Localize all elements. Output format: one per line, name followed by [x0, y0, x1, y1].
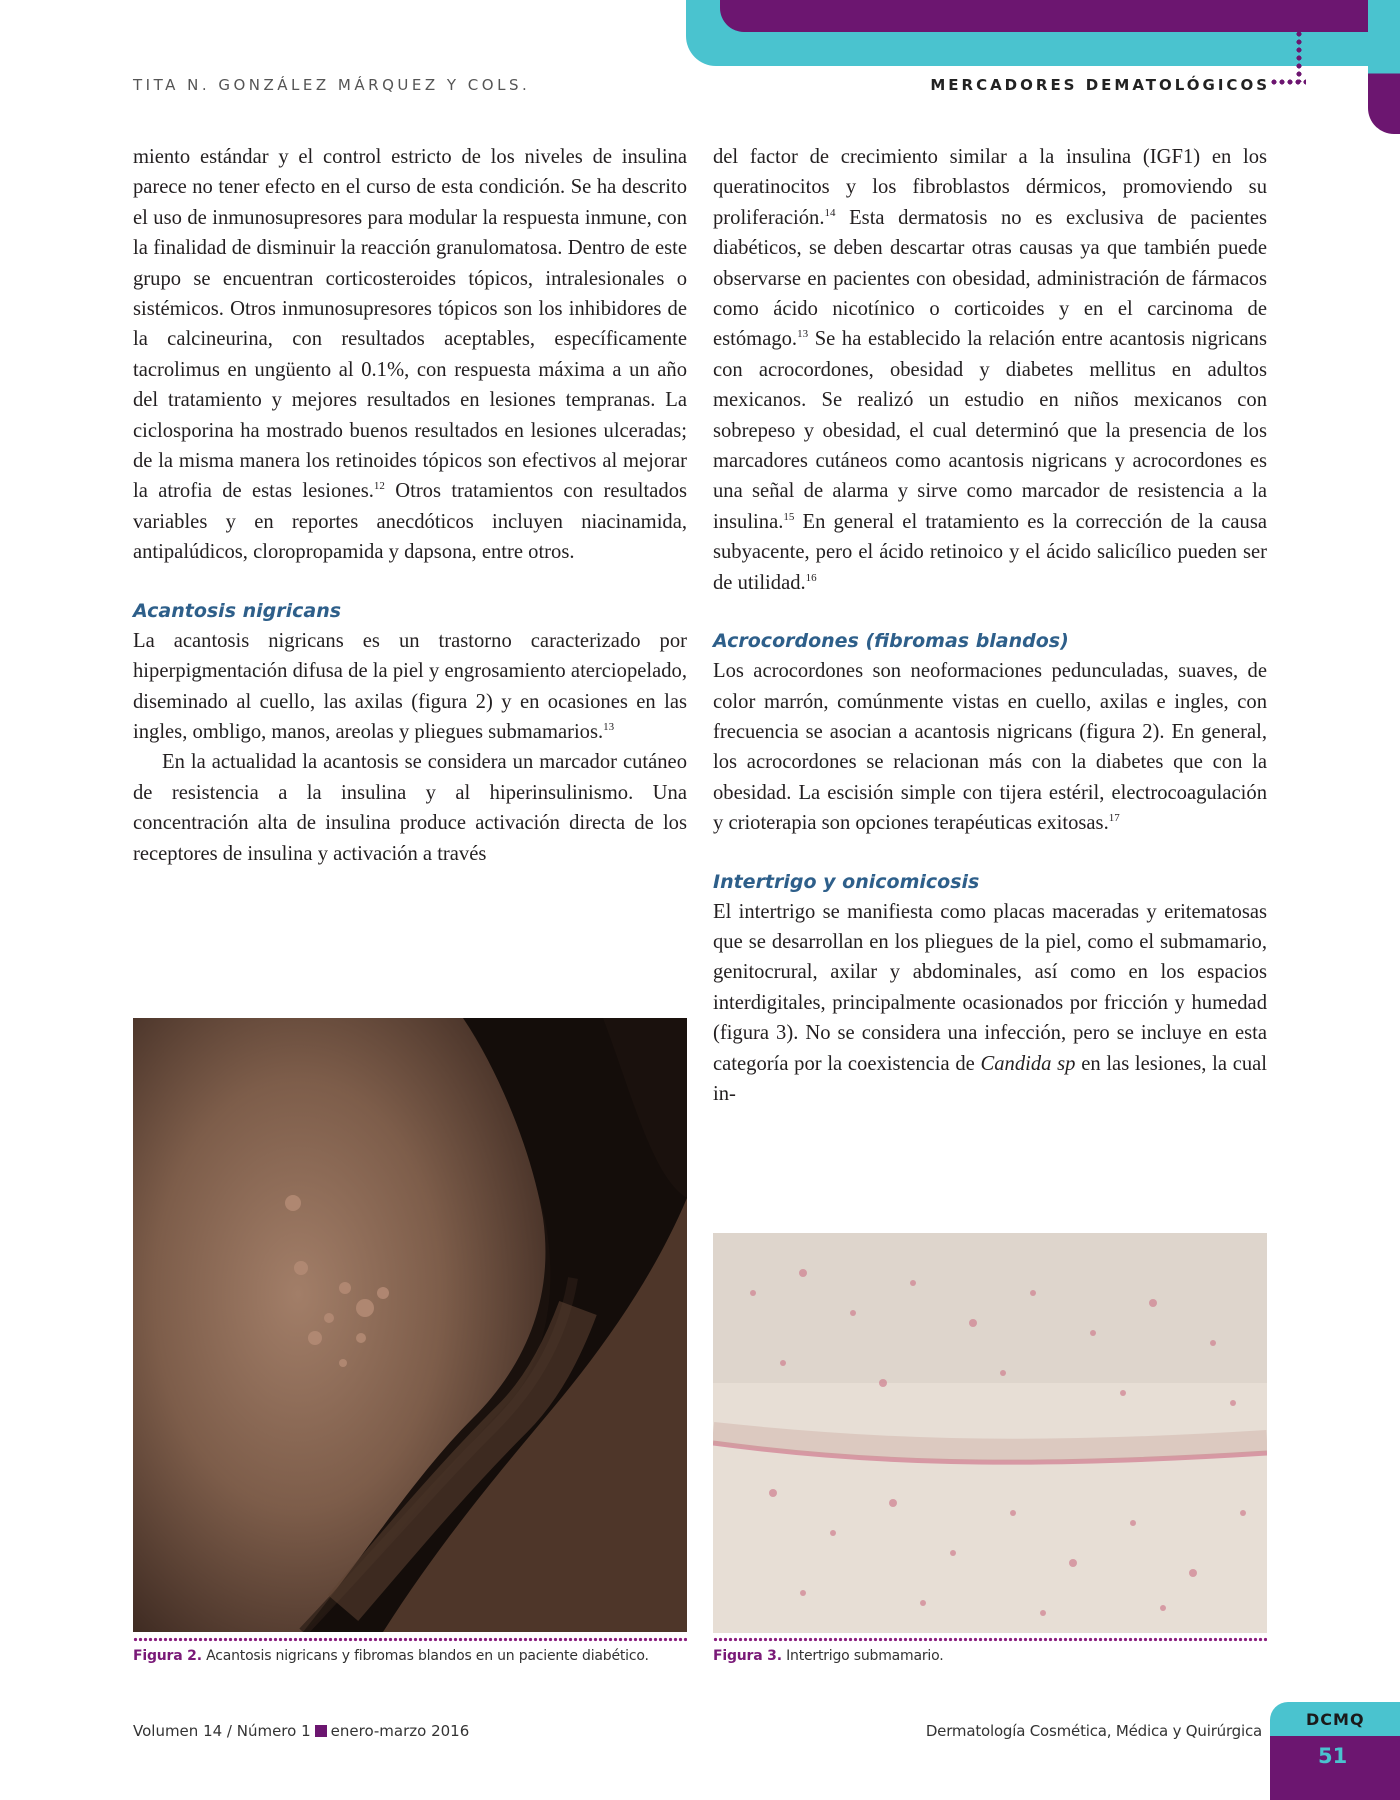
reference-13b[interactable]: 13: [797, 328, 809, 341]
reference-13[interactable]: 13: [603, 720, 615, 733]
header-dotted-ornament-vertical: [1296, 30, 1302, 82]
footer-issue: Volumen 14 / Número 1 enero-marzo 2016: [133, 1722, 470, 1740]
page-number: 51: [1318, 1744, 1348, 1768]
running-header-section: MERCADORES DEMATOLÓGICOS: [930, 76, 1270, 94]
left-text-column: [133, 142, 687, 869]
header-band-purple: [720, 0, 1368, 32]
figure-3-dotted-rule: [713, 1637, 1267, 1642]
figure-2-photo: [133, 1018, 687, 1632]
paragraph-intertrigo: El intertrigo se manifiesta como placas maceradas y eritematosas que se desarrollan en los pliegues de la piel, como el submamario, genitocrural, axilar y abdominales, así como en los espacios interdigitales, principalmente ocasionados por fricción y humedad (figura 3). No se considera una infección, pero se incluye en esta categoría por la coexistencia de Candida sp en las lesiones, la cual in-: [713, 900, 1267, 1105]
right-text-column: [713, 142, 1267, 1109]
figure-2-dotted-rule: [133, 1637, 687, 1642]
figure-2-caption: Figura 2. Acantosis nigricans y fibromas blandos en un paciente diabético.: [133, 1648, 649, 1664]
reference-17[interactable]: 17: [1108, 812, 1120, 825]
paragraph-acrocordones: Los acrocordones son neoformaciones pedunculadas, suaves, de color marrón, comúnmente vistas en cuello, axilas e ingles, con frecuencia se asocian a acantosis nigricans (figura 2). En general, los acrocordones se relacionan más con la diabetes que con la obesidad. La escisión simple con tijera estéril, electrocoagulación y crioterapia son opciones terapéuticas exitosas.$^{17}$: [713, 660, 1267, 835]
paragraph-igf1: del factor de crecimiento similar a la insulina (IGF1) en los queratinocitos y los fibroblastos dérmicos, promoviendo su proliferación.$^{14}$ Esta dermatosis no es exclusiva de pacientes diabéticos, se deben descartar otras causas ya que también puede observarse en pacientes con obesidad, administración de fármacos como ácido nicotínico o corticoides y en el carcinoma de estómago.$^{13}$ Se ha establecido la relación entre acantosis nigricans con acrocordones, obesidad y diabetes mellitus en adultos mexicanos. Se realizó un estudio en niños mexicanos con sobrepeso y obesidad, el cual determinó que la presencia de los marcadores cutáneos como acantosis nigricans y acrocordones es una señal de alarma y sirve como marcador de resistencia a la insulina.$^{15}$ En general el tratamiento es la corrección de la causa subyacente, pero el ácido retinoico y el ácido salicílico pueden ser de utilidad.$^{16}$: [713, 146, 1267, 594]
paragraph-acantosis-definition: La acantosis nigricans es un trastorno caracterizado por hiperpigmentación difusa de la piel y engrosamiento aterciopelado, diseminado al cuello, las axilas (figura 2) y en ocasiones en las ingles, ombligo, manos, areolas y pliegues submamarios.$^{13}$: [133, 629, 687, 743]
reference-16[interactable]: 16: [805, 571, 817, 584]
section-heading-acrocordones: Acrocordones (fibromas blandos): [713, 630, 1069, 653]
footer-square-bullet: [315, 1725, 327, 1737]
paragraph-acantosis-marker: En la actualidad la acantosis se considera un marcador cutáneo de resistencia a la insulina y al hiperinsulinismo. Una concentración alta de insulina produce activación directa de los receptores de insulina y activación a través: [133, 751, 687, 865]
paragraph-treatment: miento estándar y el control estricto de los niveles de insulina parece no tener efecto en el curso de esta condición. Se ha descrito el uso de inmunosupresores para modular la respuesta inmune, con la finalidad de disminuir la reacción granulomatosa. Dentro de este grupo se encuentran corticosteroides tópicos, intralesionales o sistémicos. Otros inmunosupresores tópicos son los inhibidores de la calcineurina, con resultados aceptables, específicamente tacrolimus en ungüento al 0.1%, con respuesta máxima a un año del tratamiento y mejores resultados en lesiones tempranas. La ciclosporina ha mostrado buenos resultados en lesiones ulceradas; de la misma manera los retinoides tópicos son efectivos al mejorar la atrofia de estas lesiones.$^{12}$ Otros tratamientos con resultados variables y en reportes anecdóticos incluyen niacinamida, antipalúdicos, cloropropamida y dapsona, entre otros.: [133, 146, 688, 564]
header-dotted-ornament-horizontal: [1270, 78, 1306, 86]
figure-2-image: [133, 1018, 687, 1632]
reference-12[interactable]: 12: [373, 480, 385, 493]
figure-3-photo: [713, 1233, 1267, 1633]
reference-15[interactable]: 15: [783, 510, 795, 523]
header-side-tab: [1368, 0, 1400, 134]
footer-journal-name: Dermatología Cosmética, Médica y Quirúrgica: [925, 1722, 1262, 1740]
running-header-authors: TITA N. GONZÁLEZ MÁRQUEZ Y COLS.: [133, 76, 531, 94]
figure-3-image: [713, 1233, 1267, 1633]
section-heading-acantosis: Acantosis nigricans: [133, 599, 342, 622]
reference-14[interactable]: 14: [824, 206, 836, 219]
figure-3-caption: Figura 3. Intertrigo submamario.: [713, 1648, 944, 1664]
section-heading-intertrigo: Intertrigo y onicomicosis: [713, 870, 980, 893]
footer-journal-badge: DCMQ: [1306, 1710, 1365, 1729]
